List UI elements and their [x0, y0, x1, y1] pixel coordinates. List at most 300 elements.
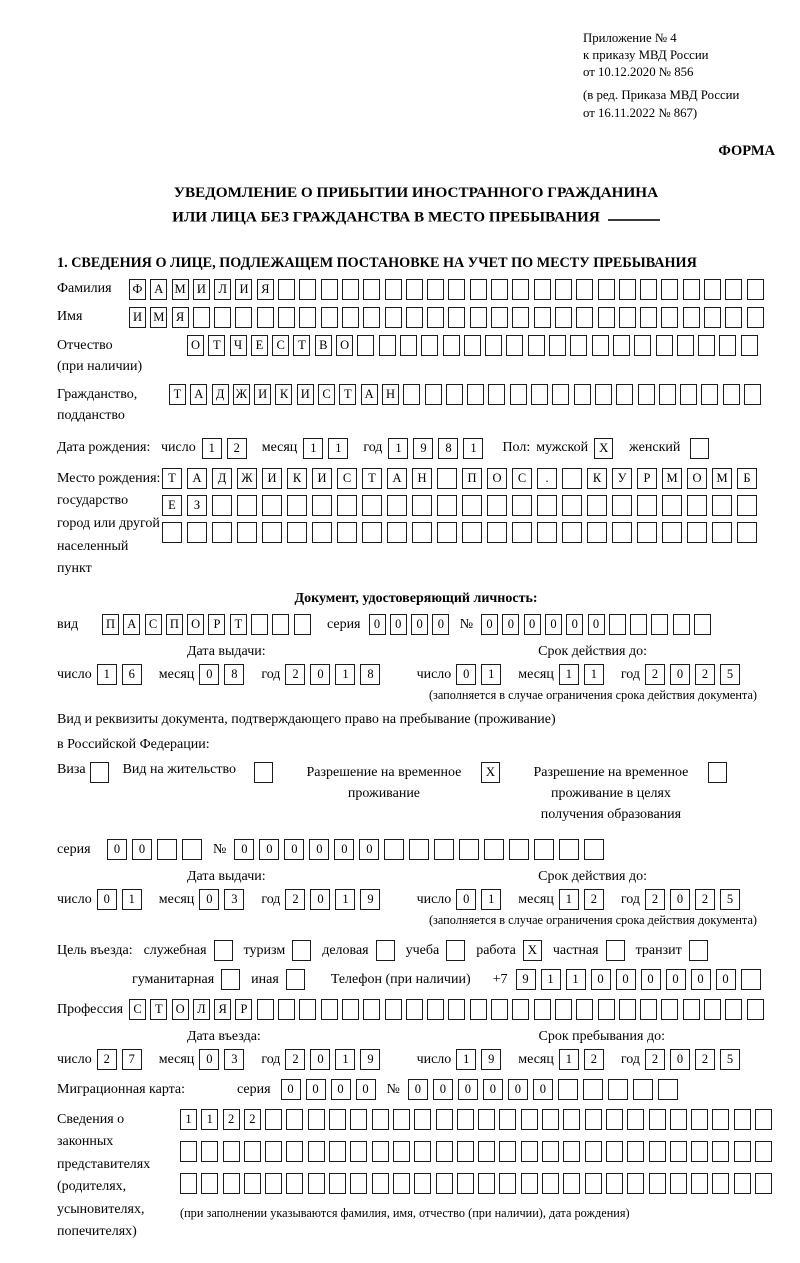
- char-cell[interactable]: [414, 1173, 431, 1194]
- char-cell[interactable]: [385, 307, 402, 328]
- char-cell[interactable]: 5: [720, 664, 740, 685]
- char-cell[interactable]: [531, 384, 548, 405]
- char-cell[interactable]: [414, 1141, 431, 1162]
- char-cell[interactable]: [528, 335, 545, 356]
- char-cell[interactable]: [549, 335, 566, 356]
- char-cell[interactable]: 1: [122, 889, 142, 910]
- char-cell[interactable]: 3: [224, 889, 244, 910]
- char-cell[interactable]: [350, 1141, 367, 1162]
- purpose-humanitarian-checkbox[interactable]: [221, 969, 240, 990]
- char-cell[interactable]: [712, 495, 732, 516]
- char-cell[interactable]: [262, 522, 282, 543]
- char-cell[interactable]: [308, 1141, 325, 1162]
- char-cell[interactable]: Т: [208, 335, 225, 356]
- char-cell[interactable]: [286, 1173, 303, 1194]
- char-cell[interactable]: 2: [584, 1049, 604, 1070]
- char-cell[interactable]: [694, 614, 711, 635]
- char-cell[interactable]: 5: [720, 889, 740, 910]
- char-cell[interactable]: [662, 495, 682, 516]
- char-cell[interactable]: А: [150, 279, 167, 300]
- char-cell[interactable]: 0: [284, 839, 304, 860]
- char-cell[interactable]: [446, 384, 463, 405]
- char-cell[interactable]: [223, 1173, 240, 1194]
- char-cell[interactable]: М: [172, 279, 189, 300]
- char-cell[interactable]: 0: [716, 969, 736, 990]
- char-cell[interactable]: Ж: [237, 468, 257, 489]
- char-cell[interactable]: [609, 614, 626, 635]
- char-cell[interactable]: [619, 999, 636, 1020]
- char-cell[interactable]: [337, 522, 357, 543]
- char-cell[interactable]: [457, 1141, 474, 1162]
- char-cell[interactable]: [606, 1141, 623, 1162]
- char-cell[interactable]: [512, 495, 532, 516]
- purpose-other-checkbox[interactable]: [286, 969, 305, 990]
- char-cell[interactable]: [683, 999, 700, 1020]
- char-cell[interactable]: [506, 335, 523, 356]
- char-cell[interactable]: П: [462, 468, 482, 489]
- char-cell[interactable]: [755, 1141, 772, 1162]
- char-cell[interactable]: [287, 495, 307, 516]
- char-cell[interactable]: [555, 307, 572, 328]
- char-cell[interactable]: [448, 999, 465, 1020]
- char-cell[interactable]: [683, 307, 700, 328]
- char-cell[interactable]: [187, 522, 207, 543]
- char-cell[interactable]: 2: [695, 664, 715, 685]
- char-cell[interactable]: [737, 522, 757, 543]
- purpose-tourism-checkbox[interactable]: [292, 940, 311, 961]
- char-cell[interactable]: [478, 1141, 495, 1162]
- char-cell[interactable]: [201, 1173, 218, 1194]
- char-cell[interactable]: [755, 1173, 772, 1194]
- char-cell[interactable]: [470, 307, 487, 328]
- char-cell[interactable]: [478, 1173, 495, 1194]
- char-cell[interactable]: [237, 495, 257, 516]
- char-cell[interactable]: [470, 999, 487, 1020]
- char-cell[interactable]: 0: [545, 614, 562, 635]
- char-cell[interactable]: [552, 384, 569, 405]
- char-cell[interactable]: [459, 839, 479, 860]
- char-cell[interactable]: [619, 279, 636, 300]
- char-cell[interactable]: [608, 1079, 628, 1100]
- char-cell[interactable]: [329, 1173, 346, 1194]
- char-cell[interactable]: 0: [670, 889, 690, 910]
- char-cell[interactable]: Е: [162, 495, 182, 516]
- char-cell[interactable]: 0: [533, 1079, 553, 1100]
- char-cell[interactable]: [299, 999, 316, 1020]
- char-cell[interactable]: [562, 495, 582, 516]
- char-cell[interactable]: [534, 279, 551, 300]
- char-cell[interactable]: [387, 495, 407, 516]
- char-cell[interactable]: [321, 307, 338, 328]
- char-cell[interactable]: 0: [359, 839, 379, 860]
- char-cell[interactable]: Я: [257, 279, 274, 300]
- sex-male-checkbox[interactable]: X: [594, 438, 613, 459]
- char-cell[interactable]: П: [102, 614, 119, 635]
- char-cell[interactable]: [427, 279, 444, 300]
- char-cell[interactable]: [712, 1109, 729, 1130]
- char-cell[interactable]: [403, 384, 420, 405]
- char-cell[interactable]: 1: [481, 889, 501, 910]
- char-cell[interactable]: [436, 1141, 453, 1162]
- char-cell[interactable]: [747, 307, 764, 328]
- char-cell[interactable]: [363, 307, 380, 328]
- char-cell[interactable]: Ж: [233, 384, 250, 405]
- char-cell[interactable]: И: [254, 384, 271, 405]
- char-cell[interactable]: 1: [559, 1049, 579, 1070]
- residence-permit-checkbox[interactable]: [254, 762, 273, 783]
- char-cell[interactable]: [576, 307, 593, 328]
- char-cell[interactable]: [640, 279, 657, 300]
- char-cell[interactable]: 0: [408, 1079, 428, 1100]
- char-cell[interactable]: 0: [591, 969, 611, 990]
- char-cell[interactable]: 1: [180, 1109, 197, 1130]
- char-cell[interactable]: [534, 839, 554, 860]
- char-cell[interactable]: [627, 1173, 644, 1194]
- char-cell[interactable]: 0: [310, 1049, 330, 1070]
- char-cell[interactable]: [436, 1173, 453, 1194]
- char-cell[interactable]: [467, 384, 484, 405]
- char-cell[interactable]: [512, 307, 529, 328]
- char-cell[interactable]: [755, 1109, 772, 1130]
- char-cell[interactable]: [521, 1173, 538, 1194]
- char-cell[interactable]: 2: [223, 1109, 240, 1130]
- char-cell[interactable]: 1: [201, 1109, 218, 1130]
- char-cell[interactable]: [634, 335, 651, 356]
- char-cell[interactable]: [491, 307, 508, 328]
- char-cell[interactable]: [421, 335, 438, 356]
- char-cell[interactable]: 0: [641, 969, 661, 990]
- char-cell[interactable]: [585, 1141, 602, 1162]
- char-cell[interactable]: 9: [516, 969, 536, 990]
- char-cell[interactable]: С: [318, 384, 335, 405]
- char-cell[interactable]: [661, 307, 678, 328]
- char-cell[interactable]: [595, 384, 612, 405]
- char-cell[interactable]: 1: [566, 969, 586, 990]
- char-cell[interactable]: [384, 839, 404, 860]
- char-cell[interactable]: С: [337, 468, 357, 489]
- char-cell[interactable]: И: [129, 307, 146, 328]
- char-cell[interactable]: [534, 999, 551, 1020]
- char-cell[interactable]: [406, 999, 423, 1020]
- char-cell[interactable]: [734, 1141, 751, 1162]
- char-cell[interactable]: [299, 307, 316, 328]
- purpose-private-checkbox[interactable]: [606, 940, 625, 961]
- char-cell[interactable]: 1: [456, 1049, 476, 1070]
- char-cell[interactable]: [387, 522, 407, 543]
- char-cell[interactable]: [585, 1173, 602, 1194]
- char-cell[interactable]: [747, 999, 764, 1020]
- char-cell[interactable]: [485, 335, 502, 356]
- char-cell[interactable]: Е: [251, 335, 268, 356]
- char-cell[interactable]: [201, 1141, 218, 1162]
- char-cell[interactable]: [612, 495, 632, 516]
- char-cell[interactable]: [562, 468, 582, 489]
- char-cell[interactable]: 2: [645, 1049, 665, 1070]
- char-cell[interactable]: [244, 1141, 261, 1162]
- char-cell[interactable]: З: [187, 495, 207, 516]
- char-cell[interactable]: [457, 1109, 474, 1130]
- char-cell[interactable]: [342, 279, 359, 300]
- char-cell[interactable]: 0: [234, 839, 254, 860]
- char-cell[interactable]: 0: [456, 889, 476, 910]
- char-cell[interactable]: [321, 279, 338, 300]
- char-cell[interactable]: И: [262, 468, 282, 489]
- char-cell[interactable]: 0: [670, 1049, 690, 1070]
- char-cell[interactable]: Л: [214, 279, 231, 300]
- char-cell[interactable]: [412, 522, 432, 543]
- char-cell[interactable]: М: [712, 468, 732, 489]
- char-cell[interactable]: [673, 614, 690, 635]
- char-cell[interactable]: 3: [224, 1049, 244, 1070]
- char-cell[interactable]: [286, 1141, 303, 1162]
- char-cell[interactable]: [680, 384, 697, 405]
- char-cell[interactable]: О: [336, 335, 353, 356]
- char-cell[interactable]: [637, 495, 657, 516]
- char-cell[interactable]: 1: [202, 438, 222, 459]
- char-cell[interactable]: [592, 335, 609, 356]
- char-cell[interactable]: [509, 839, 529, 860]
- char-cell[interactable]: В: [315, 335, 332, 356]
- char-cell[interactable]: 0: [588, 614, 605, 635]
- char-cell[interactable]: [521, 1109, 538, 1130]
- char-cell[interactable]: [612, 522, 632, 543]
- char-cell[interactable]: [616, 384, 633, 405]
- char-cell[interactable]: [719, 335, 736, 356]
- char-cell[interactable]: [576, 999, 593, 1020]
- char-cell[interactable]: .: [537, 468, 557, 489]
- char-cell[interactable]: 8: [438, 438, 458, 459]
- char-cell[interactable]: [437, 495, 457, 516]
- char-cell[interactable]: 1: [97, 664, 117, 685]
- char-cell[interactable]: 0: [390, 614, 407, 635]
- char-cell[interactable]: 0: [334, 839, 354, 860]
- char-cell[interactable]: Ч: [230, 335, 247, 356]
- char-cell[interactable]: [741, 969, 761, 990]
- char-cell[interactable]: [412, 495, 432, 516]
- purpose-transit-checkbox[interactable]: [689, 940, 708, 961]
- char-cell[interactable]: [362, 495, 382, 516]
- char-cell[interactable]: [683, 279, 700, 300]
- char-cell[interactable]: [329, 1109, 346, 1130]
- char-cell[interactable]: [723, 384, 740, 405]
- char-cell[interactable]: 0: [483, 1079, 503, 1100]
- char-cell[interactable]: Я: [214, 999, 231, 1020]
- char-cell[interactable]: [342, 999, 359, 1020]
- char-cell[interactable]: [542, 1109, 559, 1130]
- char-cell[interactable]: И: [235, 279, 252, 300]
- char-cell[interactable]: [537, 495, 557, 516]
- purpose-official-checkbox[interactable]: [214, 940, 233, 961]
- char-cell[interactable]: 2: [645, 889, 665, 910]
- char-cell[interactable]: [244, 1173, 261, 1194]
- char-cell[interactable]: [265, 1173, 282, 1194]
- char-cell[interactable]: 0: [508, 1079, 528, 1100]
- char-cell[interactable]: [725, 279, 742, 300]
- char-cell[interactable]: 0: [331, 1079, 351, 1100]
- char-cell[interactable]: [563, 1173, 580, 1194]
- char-cell[interactable]: А: [190, 384, 207, 405]
- char-cell[interactable]: [651, 614, 668, 635]
- char-cell[interactable]: [562, 522, 582, 543]
- char-cell[interactable]: [613, 335, 630, 356]
- char-cell[interactable]: [437, 468, 457, 489]
- char-cell[interactable]: [312, 522, 332, 543]
- char-cell[interactable]: 2: [285, 889, 305, 910]
- char-cell[interactable]: [362, 522, 382, 543]
- char-cell[interactable]: [574, 384, 591, 405]
- char-cell[interactable]: [534, 307, 551, 328]
- char-cell[interactable]: 2: [285, 1049, 305, 1070]
- char-cell[interactable]: [372, 1173, 389, 1194]
- char-cell[interactable]: 0: [691, 969, 711, 990]
- char-cell[interactable]: С: [145, 614, 162, 635]
- char-cell[interactable]: [640, 999, 657, 1020]
- char-cell[interactable]: Я: [172, 307, 189, 328]
- char-cell[interactable]: [372, 1141, 389, 1162]
- char-cell[interactable]: 0: [356, 1079, 376, 1100]
- char-cell[interactable]: У: [612, 468, 632, 489]
- char-cell[interactable]: 1: [463, 438, 483, 459]
- char-cell[interactable]: [425, 384, 442, 405]
- char-cell[interactable]: [627, 1109, 644, 1130]
- char-cell[interactable]: [393, 1109, 410, 1130]
- char-cell[interactable]: 1: [335, 889, 355, 910]
- char-cell[interactable]: [385, 999, 402, 1020]
- char-cell[interactable]: [542, 1173, 559, 1194]
- char-cell[interactable]: [691, 1141, 708, 1162]
- char-cell[interactable]: 0: [369, 614, 386, 635]
- char-cell[interactable]: [487, 522, 507, 543]
- char-cell[interactable]: 5: [720, 1049, 740, 1070]
- char-cell[interactable]: Т: [293, 335, 310, 356]
- char-cell[interactable]: [272, 614, 289, 635]
- char-cell[interactable]: 0: [132, 839, 152, 860]
- char-cell[interactable]: [734, 1173, 751, 1194]
- char-cell[interactable]: [587, 495, 607, 516]
- char-cell[interactable]: [649, 1141, 666, 1162]
- char-cell[interactable]: [484, 839, 504, 860]
- char-cell[interactable]: [162, 522, 182, 543]
- temp-residence-edu-checkbox[interactable]: [708, 762, 727, 783]
- char-cell[interactable]: [372, 1109, 389, 1130]
- char-cell[interactable]: [512, 279, 529, 300]
- char-cell[interactable]: [342, 307, 359, 328]
- char-cell[interactable]: Т: [230, 614, 247, 635]
- char-cell[interactable]: [393, 1173, 410, 1194]
- char-cell[interactable]: [510, 384, 527, 405]
- char-cell[interactable]: 0: [309, 839, 329, 860]
- char-cell[interactable]: [308, 1173, 325, 1194]
- char-cell[interactable]: [712, 522, 732, 543]
- char-cell[interactable]: [559, 839, 579, 860]
- char-cell[interactable]: Т: [339, 384, 356, 405]
- char-cell[interactable]: [357, 335, 374, 356]
- char-cell[interactable]: [278, 279, 295, 300]
- char-cell[interactable]: [350, 1109, 367, 1130]
- char-cell[interactable]: 9: [481, 1049, 501, 1070]
- char-cell[interactable]: [606, 1173, 623, 1194]
- char-cell[interactable]: [414, 1109, 431, 1130]
- char-cell[interactable]: [363, 279, 380, 300]
- char-cell[interactable]: [661, 279, 678, 300]
- char-cell[interactable]: [704, 307, 721, 328]
- char-cell[interactable]: [180, 1141, 197, 1162]
- char-cell[interactable]: 0: [310, 664, 330, 685]
- char-cell[interactable]: [670, 1141, 687, 1162]
- char-cell[interactable]: [691, 1109, 708, 1130]
- char-cell[interactable]: [409, 839, 429, 860]
- char-cell[interactable]: [406, 279, 423, 300]
- char-cell[interactable]: [649, 1173, 666, 1194]
- char-cell[interactable]: [499, 1109, 516, 1130]
- char-cell[interactable]: 0: [566, 614, 583, 635]
- char-cell[interactable]: 0: [432, 614, 449, 635]
- char-cell[interactable]: [637, 522, 657, 543]
- char-cell[interactable]: 1: [388, 438, 408, 459]
- char-cell[interactable]: [619, 307, 636, 328]
- char-cell[interactable]: [257, 999, 274, 1020]
- char-cell[interactable]: [257, 307, 274, 328]
- char-cell[interactable]: 1: [303, 438, 323, 459]
- char-cell[interactable]: 2: [97, 1049, 117, 1070]
- char-cell[interactable]: [427, 999, 444, 1020]
- char-cell[interactable]: [278, 999, 295, 1020]
- char-cell[interactable]: [537, 522, 557, 543]
- char-cell[interactable]: С: [512, 468, 532, 489]
- char-cell[interactable]: [212, 522, 232, 543]
- char-cell[interactable]: [337, 495, 357, 516]
- char-cell[interactable]: [321, 999, 338, 1020]
- char-cell[interactable]: 2: [695, 889, 715, 910]
- char-cell[interactable]: [630, 614, 647, 635]
- purpose-work-checkbox[interactable]: X: [523, 940, 542, 961]
- char-cell[interactable]: 1: [559, 664, 579, 685]
- char-cell[interactable]: [521, 1141, 538, 1162]
- char-cell[interactable]: О: [187, 614, 204, 635]
- char-cell[interactable]: [638, 384, 655, 405]
- char-cell[interactable]: 0: [199, 664, 219, 685]
- char-cell[interactable]: [712, 1141, 729, 1162]
- char-cell[interactable]: 2: [285, 664, 305, 685]
- char-cell[interactable]: А: [361, 384, 378, 405]
- char-cell[interactable]: Т: [362, 468, 382, 489]
- char-cell[interactable]: 7: [122, 1049, 142, 1070]
- char-cell[interactable]: [312, 495, 332, 516]
- char-cell[interactable]: [393, 1141, 410, 1162]
- char-cell[interactable]: [212, 495, 232, 516]
- char-cell[interactable]: С: [272, 335, 289, 356]
- char-cell[interactable]: 0: [199, 1049, 219, 1070]
- char-cell[interactable]: [427, 307, 444, 328]
- char-cell[interactable]: [182, 839, 202, 860]
- char-cell[interactable]: [436, 1109, 453, 1130]
- char-cell[interactable]: 0: [616, 969, 636, 990]
- char-cell[interactable]: [499, 1141, 516, 1162]
- char-cell[interactable]: А: [123, 614, 140, 635]
- char-cell[interactable]: Б: [737, 468, 757, 489]
- char-cell[interactable]: [712, 1173, 729, 1194]
- char-cell[interactable]: 9: [360, 1049, 380, 1070]
- char-cell[interactable]: [385, 279, 402, 300]
- char-cell[interactable]: [747, 279, 764, 300]
- char-cell[interactable]: К: [587, 468, 607, 489]
- char-cell[interactable]: [286, 1109, 303, 1130]
- char-cell[interactable]: Р: [208, 614, 225, 635]
- char-cell[interactable]: 0: [107, 839, 127, 860]
- visa-checkbox[interactable]: [90, 762, 109, 783]
- char-cell[interactable]: 0: [524, 614, 541, 635]
- char-cell[interactable]: [499, 1173, 516, 1194]
